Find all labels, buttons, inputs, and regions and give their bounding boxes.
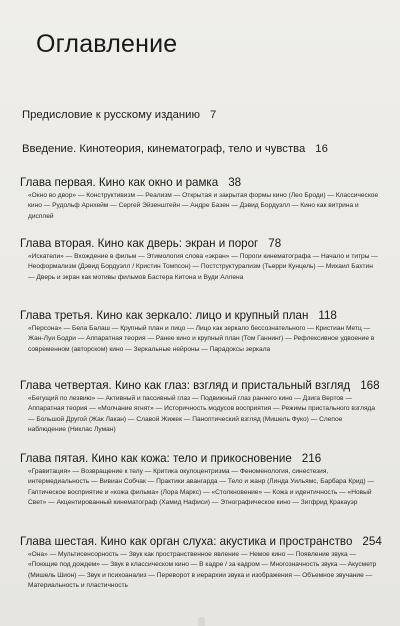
- chapter-title: Глава первая. Кино как окно и рамка: [20, 176, 219, 189]
- chapter-page-number: 168: [360, 379, 380, 392]
- chapter-title: Глава четвертая. Кино как глаз: взгляд и пристальный взгляд: [20, 379, 351, 392]
- chapter-heading: [20, 309, 382, 322]
- chapter-title: Глава шестая. Кино как орган слуха: акустика и пространство: [20, 535, 353, 548]
- chapter-title: Глава пятая. Кино как кожа: тело и прикосновение: [20, 452, 292, 465]
- toc-page-number: 7: [209, 109, 217, 121]
- chapter-subsections: «Искатели» — Вхождение в фильм — Этимология слова «экран» — Пороги кинематографа — Начало и титры — Неоформализм (Дэвид Бордуэлл / Кристин Томпсон) — Постструктурализм (Тьерри Кунцель) — Михаил Бахтин — Дверь и экран как мотивы фильмов Бастера Китона и Вуди Аллена: [28, 253, 378, 281]
- toc-chapter-3[interactable]: [20, 309, 382, 355]
- chapter-title: Глава вторая. Кино как дверь: экран и порог: [20, 237, 259, 250]
- toc-chapter-4[interactable]: [20, 379, 382, 435]
- page-title: Оглавление: [36, 30, 178, 58]
- chapter-heading: [20, 176, 382, 189]
- chapter-subsections: «Гравитация» — Возвращение к телу — Критика окулоцентризма — Феноменология, синестезия, интермедиальность — Вивиан Собчак — Практики авангарда — Тело и жанр (Линда Уильямс, Барбара Крид) — Гаптическое восприятие и «кожа фильма» (Лора Маркс) — «Столкновение» — Кожа и идентичность — «Новый Свет» — Акцентированный кинематограф (Хамид Нафиси) — Этнографическое кино — Зигфрид Кракауэр: [28, 468, 375, 506]
- toc-chapter-5[interactable]: [20, 452, 382, 508]
- toc-entry-label: Предисловие к русскому изданию: [22, 109, 200, 121]
- chapter-heading: [20, 237, 382, 250]
- chapter-heading: [20, 452, 382, 465]
- toc-entry-label: Введение. Кинотеория, кинематограф, тело и чувства: [22, 143, 306, 155]
- toc-entry-preface[interactable]: [22, 109, 216, 121]
- chapter-page-number: 118: [318, 309, 337, 322]
- chapter-heading: [20, 379, 382, 392]
- chapter-title: Глава третья. Кино как зеркало: лицо и крупный план: [20, 309, 309, 322]
- toc-page-number: 16: [315, 143, 328, 155]
- chapter-subsections: «Окно во двор» — Конструктивизм — Реализм — Открытая и закрытая формы кино (Лео Броди) — Классическое кино — Рудольф Арнхейм — Сергей Эйзенштейн — Андре Базен — Дэвид Бордуэлл — Кино как витрина и дисплей: [28, 192, 379, 220]
- chapter-page-number: 216: [301, 452, 322, 465]
- toc-chapter-1[interactable]: [20, 176, 382, 222]
- chapter-subsections: «Она» — Мультисенсорность — Звук как пространственное явление — Немое кино — Появление звука — «Поющие под дождем» — Звук в классическом кино — В кадре / за кадром — Многозначность звука — Акусметр (Мишель Шион) — Звук и психоанализ — Переворот в иерархии звука и изображения — Объемное звучание — Материальность и пластичность: [28, 551, 377, 589]
- toc-chapter-6[interactable]: [20, 535, 382, 591]
- chapter-page-number: 78: [268, 237, 282, 250]
- chapter-subsections: «Бегущий по лезвию» — Активный и пассивный глаз — Подвижный глаз раннего кино — Дзига Вертов — Аппаратная теория — «Молчание ягнят» — Историчность модусов восприятия — Режимы пристального взгляда — Большой Другой (Жак Лакан) — Славой Жижек — Паноптический взгляд (Мишель Фуко) — Слепое наблюдение (Никлас Луман): [28, 395, 376, 433]
- toc-chapter-2[interactable]: [20, 237, 382, 283]
- toc-entry-introduction[interactable]: [22, 143, 328, 155]
- page-tab-marker: [198, 617, 205, 626]
- chapter-heading: [20, 535, 382, 548]
- chapter-subsections: «Персона» — Бела Балаш — Крупный план и лицо — Лицо как зеркало бессознательного — Кристиан Метц — Жан-Луи Бодри — Аппаратная теория — Ранее кино и крупный план (Том Ганнинг) — Рефлексивное удвоение в современном (авторском) кино — Зеркальные нейроны — Парадоксы зеркала: [28, 325, 375, 353]
- chapter-page-number: 38: [228, 176, 242, 189]
- chapter-page-number: 254: [362, 535, 382, 548]
